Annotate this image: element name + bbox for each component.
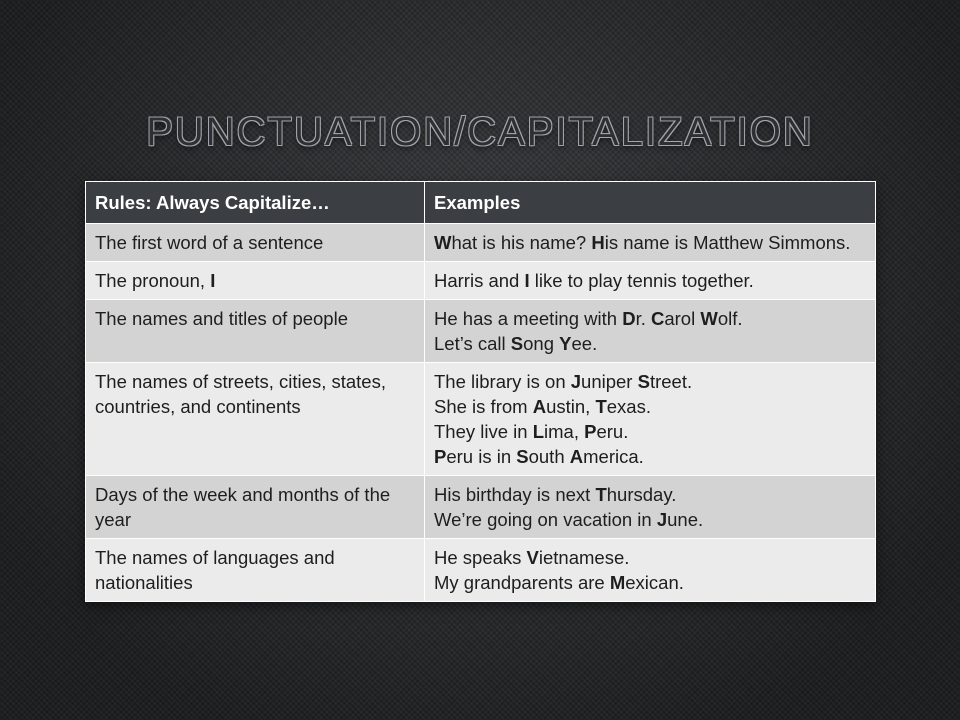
- example-line: The library is on Juniper Street.: [434, 371, 693, 392]
- capital-letter: L: [532, 421, 545, 442]
- capital-letter: W: [700, 308, 718, 329]
- capitalization-rules-table: [85, 181, 876, 602]
- capital-letter: P: [584, 421, 597, 442]
- rule-cell: Days of the week and months of the year: [86, 476, 425, 539]
- capital-letter: S: [510, 333, 524, 354]
- capital-letter: Y: [559, 333, 572, 354]
- capital-letter: S: [637, 371, 650, 392]
- capital-letter: D: [622, 308, 636, 329]
- example-line: Peru is in South America.: [434, 446, 644, 467]
- table-body: [86, 224, 876, 602]
- example-line: They live in Lima, Peru.: [434, 421, 629, 442]
- rule-cell: The first word of a sentence: [86, 224, 425, 262]
- example-line: What is his name? His name is Matthew Simmons.: [434, 232, 851, 253]
- example-line: Harris and I like to play tennis together.: [434, 270, 754, 291]
- capital-letter: C: [650, 308, 665, 329]
- capital-letter: T: [595, 396, 607, 417]
- example-cell: [425, 363, 876, 476]
- capital-letter: T: [595, 484, 607, 505]
- example-cell: [425, 539, 876, 602]
- capital-letter: I: [524, 270, 530, 291]
- table-row: [86, 476, 876, 539]
- capital-letter: W: [434, 232, 452, 253]
- table-row: [86, 224, 876, 262]
- example-cell: [425, 300, 876, 363]
- capital-letter: J: [656, 509, 668, 530]
- capital-letter: M: [609, 572, 626, 593]
- example-line: We’re going on vacation in June.: [434, 509, 704, 530]
- example-cell: [425, 224, 876, 262]
- table-row: [86, 300, 876, 363]
- example-line: She is from Austin, Texas.: [434, 396, 651, 417]
- capital-letter: J: [570, 371, 582, 392]
- example-line: He speaks Vietnamese.: [434, 547, 630, 568]
- example-line: My grandparents are Mexican.: [434, 572, 684, 593]
- example-line: His birthday is next Thursday.: [434, 484, 677, 505]
- rule-cell: The names of languages and nationalities: [86, 539, 425, 602]
- capital-letter: I: [210, 270, 216, 291]
- header-rules: Rules: Always Capitalize…: [86, 182, 425, 224]
- rule-cell: The names of streets, cities, states, countries, and continents: [86, 363, 425, 476]
- capital-letter: V: [526, 547, 539, 568]
- capital-letter: A: [532, 396, 547, 417]
- table-header-row: [86, 182, 876, 224]
- example-line: He has a meeting with Dr. Carol Wolf.: [434, 308, 743, 329]
- table-row: [86, 262, 876, 300]
- slide-title: PUNCTUATION/CAPITALIZATION: [146, 110, 814, 154]
- rule-cell: The names and titles of people: [86, 300, 425, 363]
- header-examples: Examples: [425, 182, 876, 224]
- capital-letter: P: [434, 446, 447, 467]
- capital-letter: S: [516, 446, 529, 467]
- example-cell: [425, 262, 876, 300]
- example-cell: [425, 476, 876, 539]
- capital-letter: H: [591, 232, 605, 253]
- table-row: [86, 363, 876, 476]
- rule-cell: The pronoun, I: [86, 262, 425, 300]
- capital-letter: A: [569, 446, 584, 467]
- table-row: [86, 539, 876, 602]
- example-line: Let’s call Song Yee.: [434, 333, 598, 354]
